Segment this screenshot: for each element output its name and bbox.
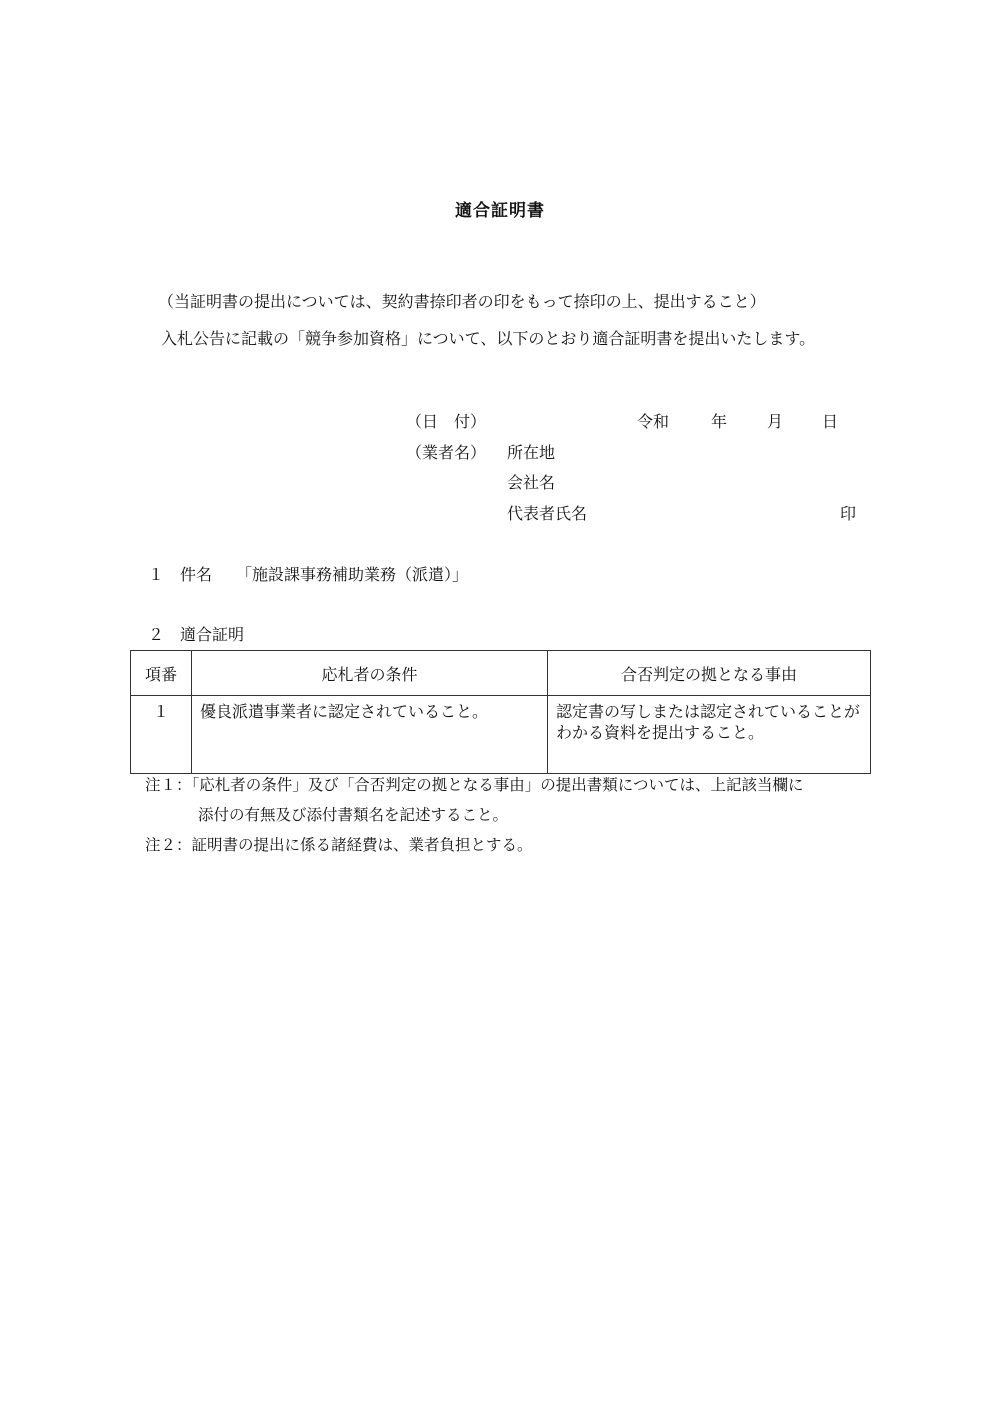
submission-instruction: （当証明書の提出については、契約書捺印者の印をもって捺印の上、提出すること）	[158, 292, 766, 311]
company-field-label: 会社名	[507, 473, 556, 492]
header-bidder-condition: 応札者の条件	[192, 651, 548, 696]
date-era: 令和	[637, 412, 670, 431]
date-label: （日 付）	[406, 412, 487, 431]
intro-paragraph: 入札公告に記載の「競争参加資格」について、以下のとおり適合証明書を提出いたします。	[161, 329, 816, 348]
seal-mark: 印	[840, 504, 857, 523]
address-field-label: 所在地	[507, 443, 556, 462]
header-item-number: 項番	[131, 651, 192, 696]
table-row	[131, 696, 871, 774]
note1-line1: 注１：「応札者の条件」及び「合否判定の拠となる事由」の提出書類については、上記該当欄に	[145, 776, 804, 794]
conformity-table	[130, 650, 871, 774]
section2-label: 適合証明	[180, 625, 245, 644]
header-judgment-basis: 合否判定の拠となる事由	[548, 651, 871, 696]
cell-basis: 認定書の写しまたは認定されていることがわかる資料を提出すること。	[548, 696, 871, 774]
table-header-row	[131, 651, 871, 696]
section2-number: ２	[148, 625, 165, 644]
section1-number: １	[148, 565, 165, 584]
document-title: 適合証明書	[455, 201, 545, 221]
cell-condition: 優良派遣事業者に認定されていること。	[192, 696, 548, 774]
cell-item-number: １	[131, 696, 192, 774]
date-month: 月	[767, 412, 784, 431]
business-label: （業者名）	[406, 443, 487, 462]
project-name: 「施設課事務補助業務（派遣）」	[236, 565, 469, 584]
note1-line2: 添付の有無及び添付書類名を記述すること。	[198, 806, 509, 824]
note2: 注２：証明書の提出に係る諸経費は、業者負担とする。	[145, 836, 533, 854]
representative-field-label: 代表者氏名	[507, 504, 588, 523]
date-year: 年	[711, 412, 728, 431]
section1-label: 件名	[180, 565, 213, 584]
date-day: 日	[822, 412, 839, 431]
